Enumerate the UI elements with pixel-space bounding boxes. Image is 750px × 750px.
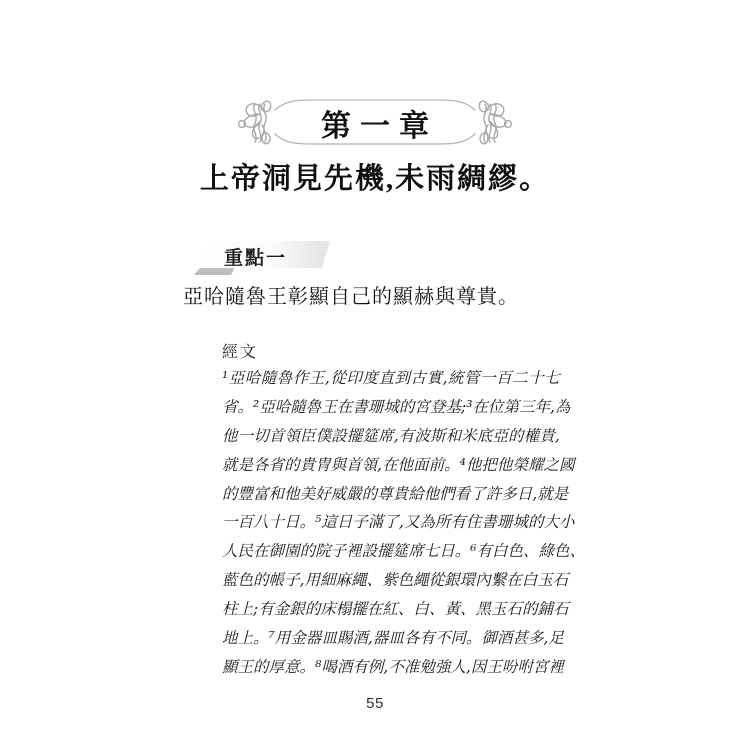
scripture-line: 人 民 在 御 園 的 院 子 裡 設 擺 筵 席 七 日 。 ⁶ 有 白 色 、 綠 色 、 (222, 542, 586, 561)
scripture-line: 的 豐 富 和 他 美 好 威 嚴 的 尊 貴 給 他 們 看 了 許 多 日 , 就 是 (222, 484, 569, 503)
keypoint-label: 重點一 (224, 248, 288, 269)
scripture-line: ¹ 亞 哈 隨 魯 作 王 , 從 印 度 直 到 古 實 , 統 管 一 百 二 十 七 (222, 369, 560, 387)
chapter-banner (227, 97, 523, 149)
page-number: 55 (366, 695, 384, 712)
keypoint-subtitle: 亞哈隨魯王彰顯自己的顯赫與尊貴。 (183, 286, 519, 308)
scripture-line: 他 一 切 首 領 臣 僕 設 擺 筵 席 , 有 波 斯 和 米 底 亞 的 權 貴 , (222, 426, 560, 445)
scripture-line: 一 百 八 十 日 。 ⁵ 這 日 子 滿 了 , 又 為 所 有 住 書 珊 城 的 大 小 (222, 513, 575, 532)
scripture-line: 柱 上 ; 有 金 銀 的 床 榻 擺 在 紅 、 白 、 黃 、 黑 玉 石 的 鋪 石 (222, 600, 569, 619)
scripture-text (222, 366, 586, 684)
scripture-line: 就 是 各 省 的 貴 冑 與 首 領 , 在 他 面 前 。 ⁴ 他 把 他 榮 耀 之 國 (222, 455, 575, 474)
scripture-line: 地 上 。 ⁷ 用 金 器 皿 賜 酒 , 器 皿 各 有 不 同 。 御 酒 甚 多 , 足 (222, 629, 564, 648)
scripture-line: 顯 王 的 厚 意 。 ⁸ 喝 酒 有 例 , 不 准 勉 強 人 , 因 王 吩 咐 宮 裡 (222, 657, 564, 676)
chapter-title: 上帝洞見先機,未雨綢繆。 (199, 163, 551, 195)
scripture-label: 經文 (222, 344, 259, 361)
keypoint-tag (192, 239, 342, 277)
chapter-heading: 第一章 (321, 110, 438, 143)
scripture-line: 省 。 ² 亞 哈 隨 魯 王 在 書 珊 城 的 宮 登 基 ; ³ 在 位 第 三 年 , 為 (222, 397, 571, 416)
scripture-line: 藍 色 的 帳 子 , 用 細 麻 繩 、 紫 色 繩 從 銀 環 內 繫 在 白 玉 石 (222, 571, 569, 590)
